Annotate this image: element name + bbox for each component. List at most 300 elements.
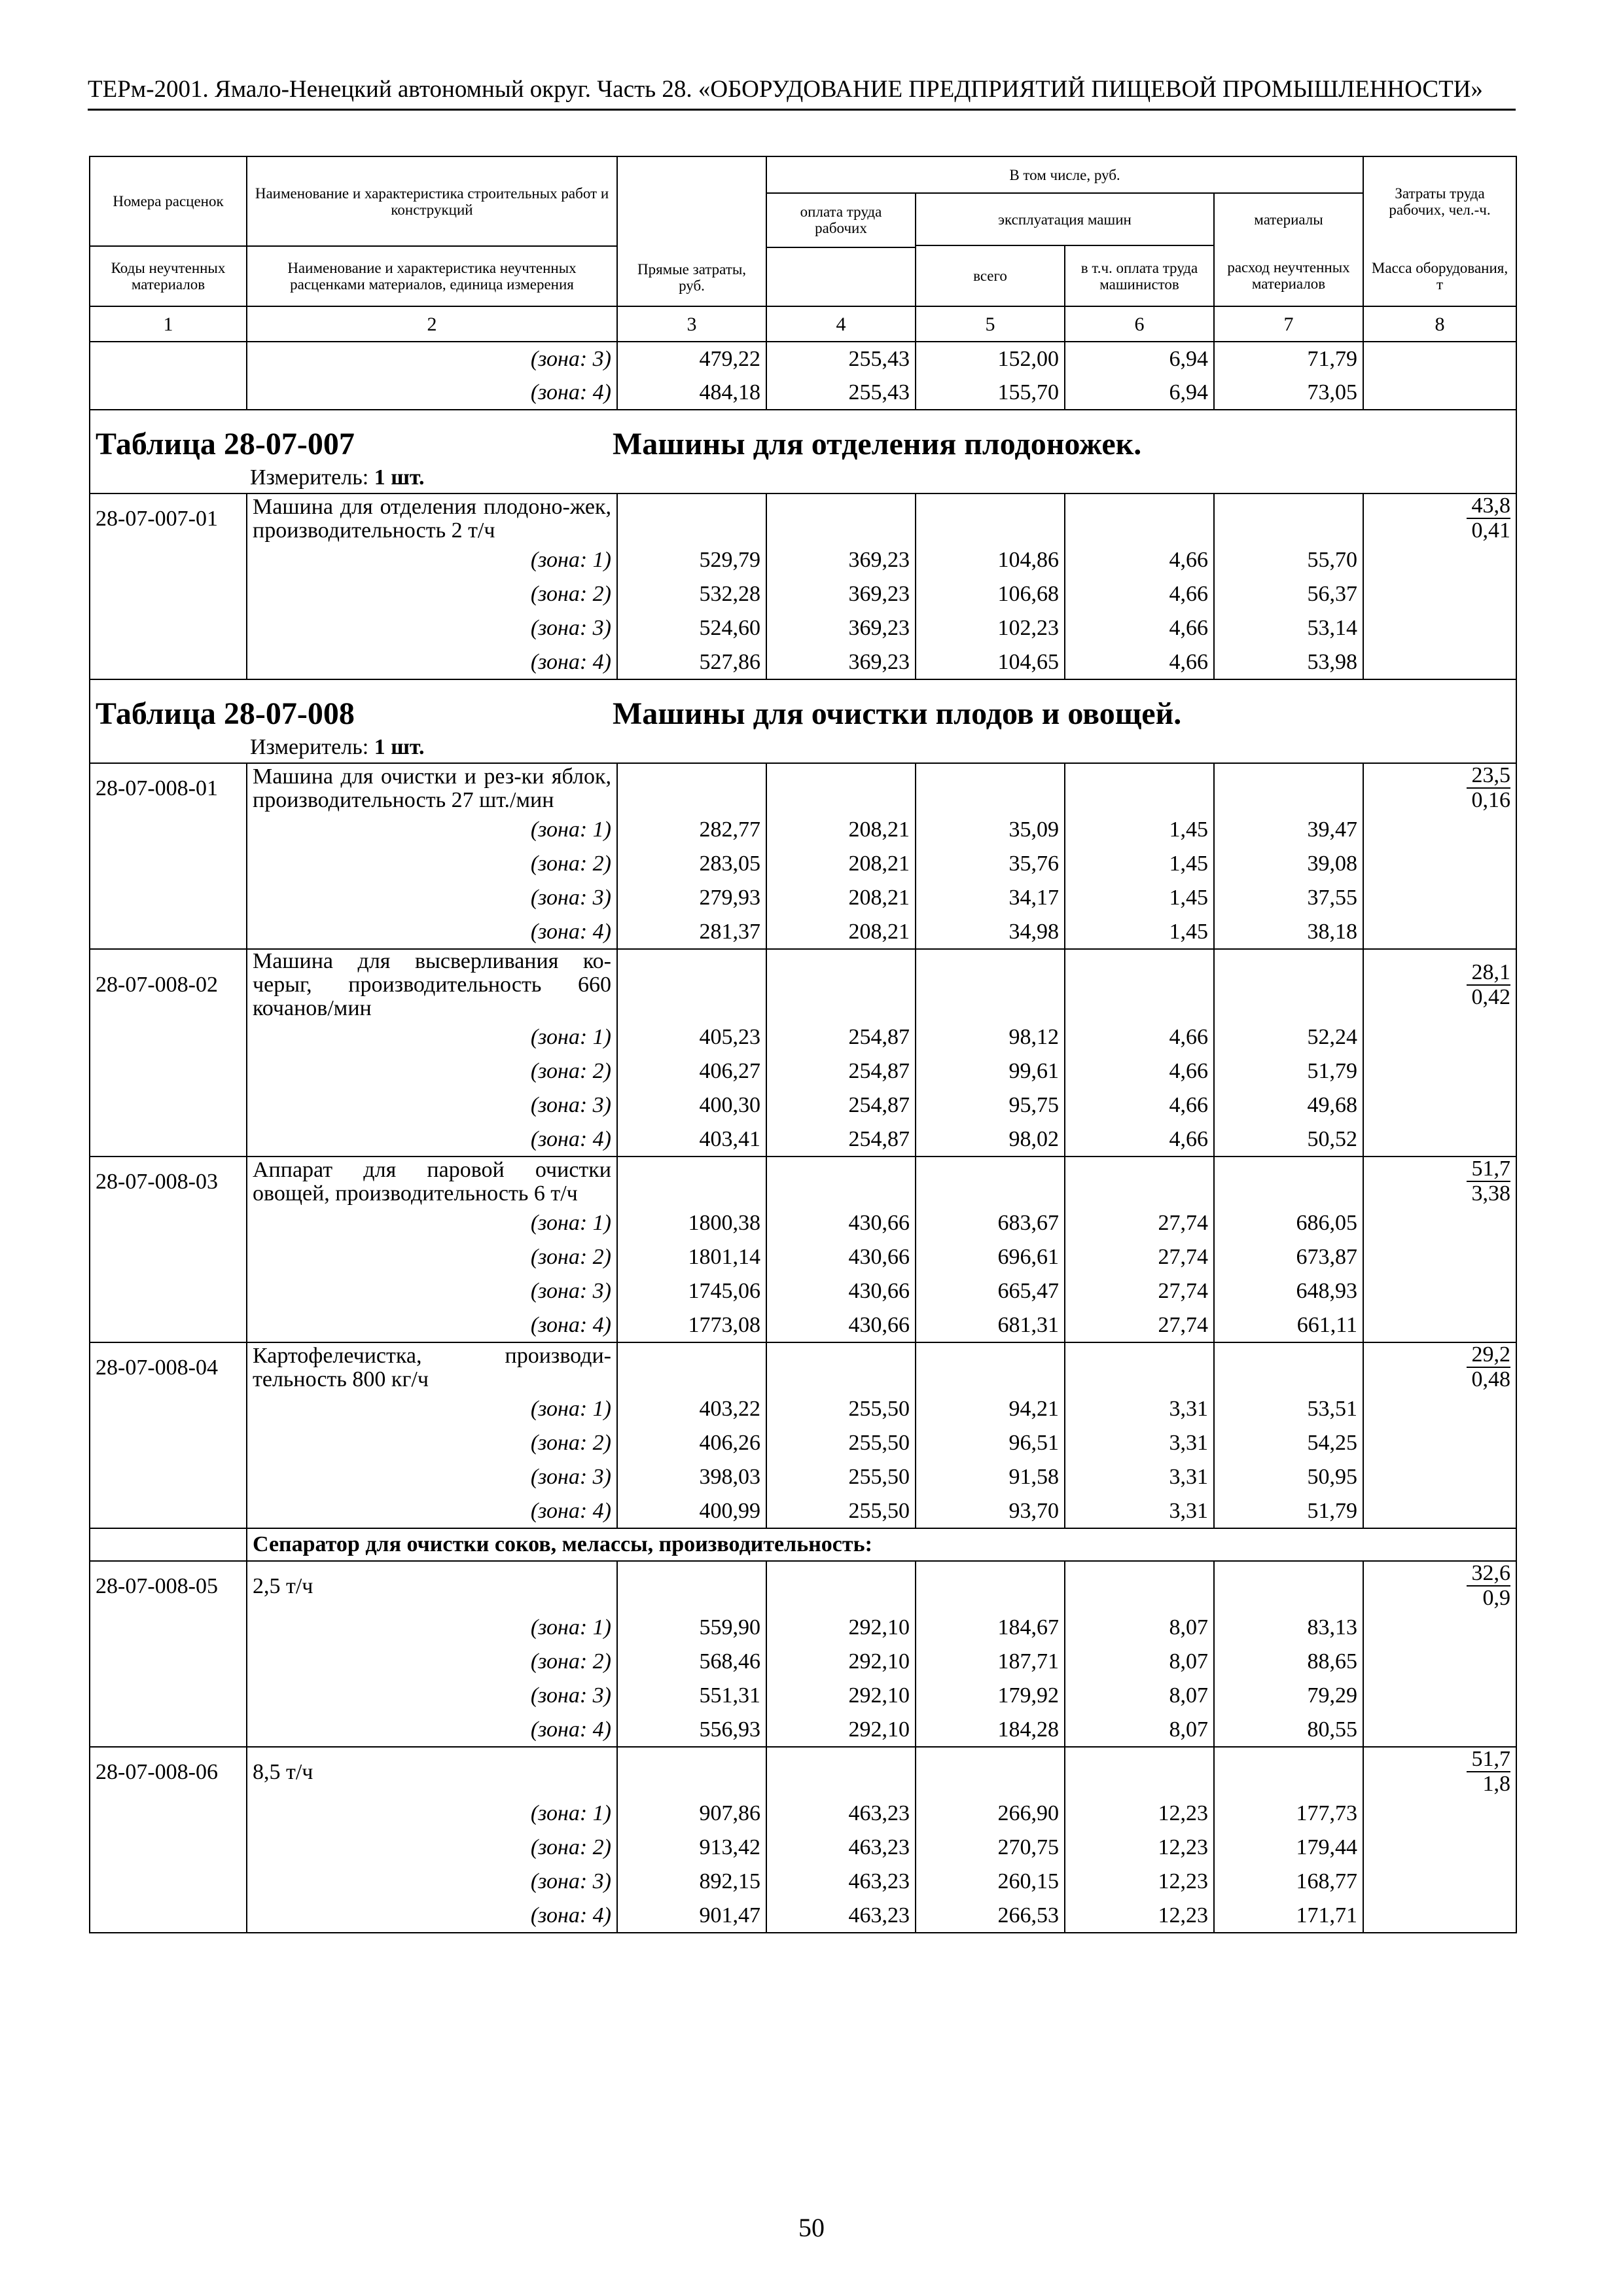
value-cell: 1,45: [1065, 915, 1214, 949]
value-cell: [617, 1157, 766, 1206]
zone-row: [90, 342, 1516, 376]
labor-mass-cell: [1363, 1157, 1516, 1206]
value-cell: 260,15: [916, 1865, 1065, 1899]
value-cell: 681,31: [916, 1308, 1065, 1342]
value-cell: 4,66: [1065, 1020, 1214, 1054]
value-cell: [617, 1561, 766, 1611]
value-cell: 405,23: [617, 1020, 766, 1054]
zone-label: (зона: 2): [247, 1831, 617, 1865]
value-cell: 1,45: [1065, 813, 1214, 847]
mass-cell: [1363, 645, 1516, 679]
value-cell: 255,50: [766, 1426, 916, 1460]
value-cell: 696,61: [916, 1240, 1065, 1274]
zone-row: [90, 1611, 1516, 1645]
value-cell: 406,27: [617, 1054, 766, 1088]
zone-code-cell: [90, 1426, 247, 1460]
table-title: Машины для отделения плодоножек.: [613, 427, 1142, 461]
value-cell: 661,11: [1214, 1308, 1363, 1342]
rate-row: [90, 1157, 1516, 1206]
value-cell: 524,60: [617, 611, 766, 645]
mass-cell: [1363, 1054, 1516, 1088]
value-cell: 39,47: [1214, 813, 1363, 847]
value-cell: 266,53: [916, 1899, 1065, 1933]
value-cell: [1065, 763, 1214, 813]
col-number-5: 5: [916, 306, 1065, 342]
value-cell: [617, 1342, 766, 1392]
col-labor: Затраты труда рабочих, чел.-ч.: [1363, 156, 1516, 246]
value-cell: 88,65: [1214, 1645, 1363, 1679]
rate-code: 28-07-008-05: [90, 1561, 247, 1611]
zone-row: [90, 881, 1516, 915]
value-cell: 51,79: [1214, 1494, 1363, 1528]
value-cell: 907,86: [617, 1797, 766, 1831]
section-header-row: [90, 679, 1516, 763]
value-cell: 155,70: [916, 376, 1065, 410]
value-cell: 96,51: [916, 1426, 1065, 1460]
col-incl-wages: в т.ч. оплата труда машинистов: [1065, 245, 1214, 306]
col-number-8: 8: [1363, 306, 1516, 342]
zone-code-cell: [90, 342, 247, 376]
rate-code: 28-07-008-04: [90, 1342, 247, 1392]
value-cell: 93,70: [916, 1494, 1065, 1528]
mass-cell: [1363, 1865, 1516, 1899]
mass-cell: [1363, 1645, 1516, 1679]
section-header: [90, 410, 1516, 493]
zone-code-cell: [90, 1797, 247, 1831]
value-cell: 184,67: [916, 1611, 1065, 1645]
mass-cell: [1363, 881, 1516, 915]
value-cell: 184,28: [916, 1713, 1065, 1747]
value-cell: 913,42: [617, 1831, 766, 1865]
group-row: [90, 1528, 1516, 1561]
zone-label: (зона: 4): [247, 1899, 617, 1933]
value-cell: 266,90: [916, 1797, 1065, 1831]
value-cell: 551,31: [617, 1679, 766, 1713]
zone-label: (зона: 1): [247, 1392, 617, 1426]
value-cell: 400,99: [617, 1494, 766, 1528]
value-cell: 168,77: [1214, 1865, 1363, 1899]
value-cell: 171,71: [1214, 1899, 1363, 1933]
value-cell: [617, 1747, 766, 1797]
value-cell: 430,66: [766, 1308, 916, 1342]
page-number: 50: [798, 2213, 825, 2242]
value-cell: [766, 1157, 916, 1206]
labor-value: 43,8: [1467, 494, 1511, 519]
labor-mass-fraction: [1467, 961, 1511, 1009]
value-cell: 35,76: [916, 847, 1065, 881]
value-cell: 568,46: [617, 1645, 766, 1679]
zone-row: [90, 1679, 1516, 1713]
value-cell: 400,30: [617, 1088, 766, 1122]
zone-row: [90, 915, 1516, 949]
col-number-6: 6: [1065, 306, 1214, 342]
value-cell: [1214, 493, 1363, 543]
zone-code-cell: [90, 543, 247, 577]
zone-label: (зона: 1): [247, 1797, 617, 1831]
value-cell: 3,31: [1065, 1460, 1214, 1494]
value-cell: 50,95: [1214, 1460, 1363, 1494]
zone-label: (зона: 4): [247, 915, 617, 949]
zone-label: (зона: 1): [247, 1206, 617, 1240]
mass-value: 1,8: [1482, 1772, 1511, 1796]
value-cell: 187,71: [916, 1645, 1065, 1679]
rate-code: 28-07-008-03: [90, 1157, 247, 1206]
zone-label: (зона: 3): [247, 1679, 617, 1713]
mass-cell: [1363, 1899, 1516, 1933]
zone-code-cell: [90, 1308, 247, 1342]
value-cell: 208,21: [766, 813, 916, 847]
col-including: В том числе, руб.: [766, 156, 1363, 193]
value-cell: 208,21: [766, 881, 916, 915]
mass-cell: [1363, 1240, 1516, 1274]
zone-label: (зона: 3): [247, 1274, 617, 1308]
mass-cell: [1363, 1426, 1516, 1460]
col-materials-use: расход неучтенных материалов: [1214, 245, 1363, 306]
value-cell: 6,94: [1065, 376, 1214, 410]
meter-label: Измеритель:: [250, 465, 369, 490]
value-cell: 94,21: [916, 1392, 1065, 1426]
mass-cell: [1363, 1679, 1516, 1713]
value-cell: [766, 763, 916, 813]
zone-code-cell: [90, 1831, 247, 1865]
rate-row: [90, 493, 1516, 543]
col-direct: Прямые затраты, руб.: [617, 156, 766, 306]
value-cell: 683,67: [916, 1206, 1065, 1240]
table-id: Таблица 28-07-007: [96, 427, 355, 461]
labor-value: 51,7: [1467, 1748, 1511, 1772]
value-cell: 430,66: [766, 1206, 916, 1240]
mass-cell: [1363, 376, 1516, 410]
value-cell: 255,50: [766, 1494, 916, 1528]
value-cell: 279,93: [617, 881, 766, 915]
value-cell: 369,23: [766, 543, 916, 577]
value-cell: 27,74: [1065, 1274, 1214, 1308]
value-cell: 208,21: [766, 915, 916, 949]
value-cell: [766, 493, 916, 543]
mass-cell: [1363, 847, 1516, 881]
value-cell: [1065, 949, 1214, 1020]
labor-mass-fraction: [1467, 1157, 1511, 1206]
zone-row: [90, 1899, 1516, 1933]
zone-label: (зона: 2): [247, 1426, 617, 1460]
value-cell: 52,24: [1214, 1020, 1363, 1054]
rate-code: 28-07-008-06: [90, 1747, 247, 1797]
labor-mass-fraction: [1467, 494, 1511, 543]
value-cell: 95,75: [916, 1088, 1065, 1122]
zone-row: [90, 1831, 1516, 1865]
zone-code-cell: [90, 1088, 247, 1122]
group-code-cell: [90, 1528, 247, 1561]
zone-code-cell: [90, 1611, 247, 1645]
value-cell: 80,55: [1214, 1713, 1363, 1747]
value-cell: [617, 763, 766, 813]
value-cell: [1065, 1747, 1214, 1797]
mass-cell: [1363, 1122, 1516, 1157]
value-cell: 98,02: [916, 1122, 1065, 1157]
zone-row: [90, 1865, 1516, 1899]
value-cell: 71,79: [1214, 342, 1363, 376]
value-cell: 559,90: [617, 1611, 766, 1645]
zone-code-cell: [90, 1206, 247, 1240]
col-number-4: 4: [766, 306, 916, 342]
value-cell: 292,10: [766, 1679, 916, 1713]
mass-cell: [1363, 1274, 1516, 1308]
labor-mass-cell: [1363, 1561, 1516, 1611]
value-cell: 292,10: [766, 1713, 916, 1747]
zone-label: (зона: 4): [247, 1308, 617, 1342]
value-cell: 901,47: [617, 1899, 766, 1933]
zone-code-cell: [90, 1679, 247, 1713]
value-cell: 665,47: [916, 1274, 1065, 1308]
value-cell: 529,79: [617, 543, 766, 577]
value-cell: 12,23: [1065, 1797, 1214, 1831]
meter-label: Измеритель:: [250, 735, 369, 759]
value-cell: [617, 949, 766, 1020]
labor-mass-fraction: [1467, 1343, 1511, 1391]
value-cell: 484,18: [617, 376, 766, 410]
value-cell: 12,23: [1065, 1899, 1214, 1933]
value-cell: [916, 763, 1065, 813]
zone-code-cell: [90, 881, 247, 915]
rate-code: 28-07-008-02: [90, 949, 247, 1020]
value-cell: 8,07: [1065, 1645, 1214, 1679]
rate-description: Картофелечистка, производи-тельность 800 кг/ч: [247, 1342, 617, 1392]
value-cell: 179,44: [1214, 1831, 1363, 1865]
mass-cell: [1363, 1308, 1516, 1342]
value-cell: [916, 1561, 1065, 1611]
value-cell: [617, 493, 766, 543]
value-cell: 50,52: [1214, 1122, 1363, 1157]
labor-value: 32,6: [1467, 1562, 1511, 1587]
value-cell: 463,23: [766, 1831, 916, 1865]
mass-cell: [1363, 1797, 1516, 1831]
rates-table: [89, 156, 1517, 1933]
col-materials: материалы: [1214, 193, 1363, 245]
mass-value: 0,16: [1471, 788, 1511, 812]
value-cell: [1214, 763, 1363, 813]
zone-row: [90, 1713, 1516, 1747]
value-cell: [1065, 1157, 1214, 1206]
value-cell: 179,92: [916, 1679, 1065, 1713]
value-cell: 282,77: [617, 813, 766, 847]
value-cell: 283,05: [617, 847, 766, 881]
labor-mass-cell: [1363, 1747, 1516, 1797]
value-cell: [1214, 1561, 1363, 1611]
zone-label: (зона: 4): [247, 1122, 617, 1157]
rate-description: Машина для отделения плодоно-жек, производительность 2 т/ч: [247, 493, 617, 543]
value-cell: 4,66: [1065, 611, 1214, 645]
meter-line: [96, 734, 1510, 762]
zone-code-cell: [90, 1645, 247, 1679]
zone-label: (зона: 2): [247, 1054, 617, 1088]
value-cell: 463,23: [766, 1899, 916, 1933]
labor-value: 51,7: [1467, 1157, 1511, 1182]
zone-code-cell: [90, 1122, 247, 1157]
group-title: Сепаратор для очистки соков, мелассы, производительность:: [247, 1528, 1516, 1561]
mass-cell: [1363, 577, 1516, 611]
value-cell: 55,70: [1214, 543, 1363, 577]
value-cell: 79,29: [1214, 1679, 1363, 1713]
value-cell: 254,87: [766, 1122, 916, 1157]
mass-cell: [1363, 1020, 1516, 1054]
value-cell: 369,23: [766, 577, 916, 611]
value-cell: 255,50: [766, 1392, 916, 1426]
value-cell: 4,66: [1065, 543, 1214, 577]
value-cell: 8,07: [1065, 1679, 1214, 1713]
section-header: [90, 679, 1516, 763]
value-cell: [1065, 1561, 1214, 1611]
zone-code-cell: [90, 1865, 247, 1899]
value-cell: 54,25: [1214, 1426, 1363, 1460]
mass-cell: [1363, 1494, 1516, 1528]
value-cell: 1800,38: [617, 1206, 766, 1240]
value-cell: 39,08: [1214, 847, 1363, 881]
mass-cell: [1363, 915, 1516, 949]
value-cell: 98,12: [916, 1020, 1065, 1054]
value-cell: 254,87: [766, 1088, 916, 1122]
value-cell: 34,17: [916, 881, 1065, 915]
labor-mass-cell: [1363, 949, 1516, 1020]
rate-row: [90, 949, 1516, 1020]
value-cell: 99,61: [916, 1054, 1065, 1088]
value-cell: [916, 1747, 1065, 1797]
zone-label: (зона: 1): [247, 1020, 617, 1054]
value-cell: 892,15: [617, 1865, 766, 1899]
zone-row: [90, 577, 1516, 611]
labor-value: 29,2: [1467, 1343, 1511, 1368]
col-machines: эксплуатация машин: [916, 193, 1214, 245]
zone-code-cell: [90, 577, 247, 611]
value-cell: [1065, 1342, 1214, 1392]
zone-row: [90, 1460, 1516, 1494]
zone-label: (зона: 2): [247, 847, 617, 881]
zone-row: [90, 1088, 1516, 1122]
rate-row: [90, 1342, 1516, 1392]
rate-row: [90, 1561, 1516, 1611]
value-cell: 406,26: [617, 1426, 766, 1460]
value-cell: 3,31: [1065, 1494, 1214, 1528]
labor-mass-cell: [1363, 1342, 1516, 1392]
value-cell: 73,05: [1214, 376, 1363, 410]
value-cell: 56,37: [1214, 577, 1363, 611]
zone-label: (зона: 4): [247, 1494, 617, 1528]
page-header: ТЕРм-2001. Ямало-Ненецкий автономный округ. Часть 28. «ОБОРУДОВАНИЕ ПРЕДПРИЯТИЙ ПИЩЕВОЙ ПРОМЫШЛЕННОСТИ»: [88, 73, 1516, 111]
value-cell: 106,68: [916, 577, 1065, 611]
value-cell: 254,87: [766, 1054, 916, 1088]
value-cell: 292,10: [766, 1611, 916, 1645]
value-cell: 91,58: [916, 1460, 1065, 1494]
value-cell: 37,55: [1214, 881, 1363, 915]
mass-cell: [1363, 1088, 1516, 1122]
mass-cell: [1363, 1713, 1516, 1747]
meter-value: 1 шт.: [374, 735, 425, 759]
zone-row: [90, 543, 1516, 577]
labor-mass-fraction: [1467, 1562, 1511, 1610]
section-header-row: [90, 410, 1516, 493]
value-cell: [916, 1342, 1065, 1392]
zone-row: [90, 611, 1516, 645]
section-title-line: [96, 680, 1510, 734]
mass-value: 0,42: [1471, 984, 1511, 1009]
value-cell: 1,45: [1065, 881, 1214, 915]
value-cell: 3,31: [1065, 1392, 1214, 1426]
rate-row: [90, 763, 1516, 813]
labor-mass-fraction: [1467, 764, 1511, 812]
value-cell: 463,23: [766, 1797, 916, 1831]
zone-code-cell: [90, 1392, 247, 1426]
col-rate-numbers: Номера расценок: [90, 156, 247, 246]
zone-code-cell: [90, 1240, 247, 1274]
value-cell: [1214, 1157, 1363, 1206]
zone-code-cell: [90, 1713, 247, 1747]
rate-row: [90, 1747, 1516, 1797]
value-cell: 104,65: [916, 645, 1065, 679]
zone-label: (зона: 1): [247, 813, 617, 847]
value-cell: 1745,06: [617, 1274, 766, 1308]
col-number-2: 2: [247, 306, 617, 342]
value-cell: 1773,08: [617, 1308, 766, 1342]
rate-code: 28-07-007-01: [90, 493, 247, 543]
value-cell: 8,07: [1065, 1713, 1214, 1747]
value-cell: [766, 1342, 916, 1392]
mass-cell: [1363, 543, 1516, 577]
value-cell: 51,79: [1214, 1054, 1363, 1088]
labor-value: 28,1: [1467, 961, 1511, 986]
zone-label: (зона: 3): [247, 342, 617, 376]
zone-code-cell: [90, 1494, 247, 1528]
mass-value: 0,48: [1471, 1367, 1511, 1391]
zone-code-cell: [90, 813, 247, 847]
value-cell: 4,66: [1065, 577, 1214, 611]
value-cell: 254,87: [766, 1020, 916, 1054]
mass-cell: [1363, 813, 1516, 847]
value-cell: 532,28: [617, 577, 766, 611]
value-cell: 369,23: [766, 611, 916, 645]
value-cell: 430,66: [766, 1240, 916, 1274]
mass-cell: [1363, 1460, 1516, 1494]
value-cell: 83,13: [1214, 1611, 1363, 1645]
zone-label: (зона: 4): [247, 645, 617, 679]
mass-cell: [1363, 611, 1516, 645]
col-name: Наименование и характеристика строительных работ и конструкций: [247, 156, 617, 246]
zone-code-cell: [90, 376, 247, 410]
value-cell: [766, 1561, 916, 1611]
zone-row: [90, 1206, 1516, 1240]
labor-mass-cell: [1363, 493, 1516, 543]
mass-cell: [1363, 342, 1516, 376]
value-cell: 1,45: [1065, 847, 1214, 881]
value-cell: 6,94: [1065, 342, 1214, 376]
rate-description: 8,5 т/ч: [247, 1747, 617, 1797]
zone-row: [90, 1645, 1516, 1679]
table-id: Таблица 28-07-008: [96, 696, 355, 731]
value-cell: 4,66: [1065, 1122, 1214, 1157]
zone-code-cell: [90, 915, 247, 949]
zone-row: [90, 1494, 1516, 1528]
rate-description: 2,5 т/ч: [247, 1561, 617, 1611]
value-cell: [1065, 493, 1214, 543]
labor-mass-cell: [1363, 763, 1516, 813]
value-cell: 38,18: [1214, 915, 1363, 949]
zone-label: (зона: 4): [247, 376, 617, 410]
value-cell: 177,73: [1214, 1797, 1363, 1831]
value-cell: 403,41: [617, 1122, 766, 1157]
value-cell: 369,23: [766, 645, 916, 679]
value-cell: 270,75: [916, 1831, 1065, 1865]
zone-row: [90, 1426, 1516, 1460]
mass-cell: [1363, 1831, 1516, 1865]
zone-code-cell: [90, 847, 247, 881]
